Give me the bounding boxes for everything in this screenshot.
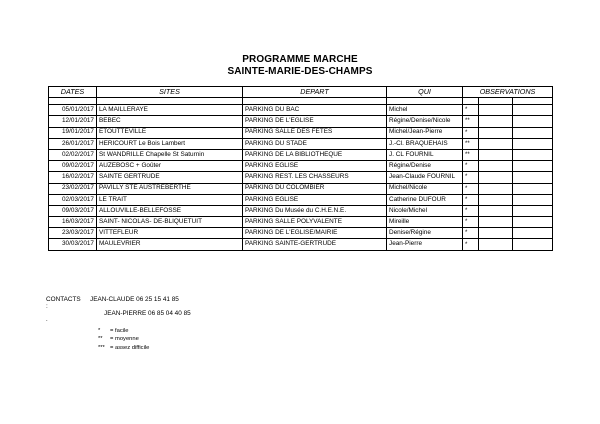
cell-obs-rating: * <box>463 239 479 250</box>
table-row <box>49 217 553 228</box>
cell-obs-blank <box>479 138 513 149</box>
cell-date: 23/03/2017 <box>49 228 97 239</box>
cell-site: LA MAILLERAYE <box>97 105 243 116</box>
cell-obs-blank <box>479 239 513 250</box>
cell-site: ETOUTTEVILLE <box>97 127 243 138</box>
table-row <box>49 205 553 216</box>
cell-date: 05/01/2017 <box>49 105 97 116</box>
cell-qui: Jean-Claude FOURNIL <box>387 172 463 183</box>
table-row <box>49 183 553 194</box>
cell-date: 16/03/2017 <box>49 217 97 228</box>
cell-depart: PARKING DU BAC <box>243 105 387 116</box>
cell-site: MAULEVRIER <box>97 239 243 250</box>
cell-obs-rating: ** <box>463 116 479 127</box>
cell-obs-blank <box>479 149 513 160</box>
table-row <box>49 228 553 239</box>
cell-obs-blank <box>479 194 513 205</box>
cell-depart: PARKING SALLE POLYVALENTE <box>243 217 387 228</box>
cell-site: VITTEFLEUR <box>97 228 243 239</box>
cell-date: 12/01/2017 <box>49 116 97 127</box>
cell-depart: PARKING DE L'EGLISE <box>243 116 387 127</box>
cell-site: PAVILLY STE AUSTREBERTHE <box>97 183 243 194</box>
cell-obs-blank <box>513 205 553 216</box>
cell-obs-rating: ** <box>463 149 479 160</box>
cell-obs-blank <box>513 138 553 149</box>
cell-depart: PARKING EGLISE <box>243 161 387 172</box>
cell-depart: PARKING SALLE DES FETES <box>243 127 387 138</box>
table-row <box>49 127 553 138</box>
table-row <box>49 105 553 116</box>
cell-site: ALLOUVILLE-BELLEFOSSE <box>97 205 243 216</box>
contacts-label: CONTACTS : <box>46 296 81 310</box>
cell-qui: J. CL FOURNIL <box>387 149 463 160</box>
cell-obs-rating: * <box>463 228 479 239</box>
document-subtitle: SAINTE-MARIE-DES-CHAMPS <box>227 66 373 77</box>
header-dates: DATES <box>49 87 97 98</box>
stray-dot: . <box>46 317 48 323</box>
difficulty-legend <box>98 327 149 352</box>
cell-obs-rating: * <box>463 172 479 183</box>
header-qui: QUI <box>387 87 463 98</box>
cell-qui: Régine/Denise <box>387 161 463 172</box>
cell-obs-blank <box>513 127 553 138</box>
cell-date: 19/01/2017 <box>49 127 97 138</box>
table-row <box>49 116 553 127</box>
cell-date: 02/02/2017 <box>49 149 97 160</box>
cell-obs-blank <box>513 149 553 160</box>
contact-jean-claude: JEAN-CLAUDE 06 25 15 41 85 <box>90 296 179 303</box>
cell-depart: PARKING DU STADE <box>243 138 387 149</box>
cell-obs-blank <box>479 116 513 127</box>
cell-qui: Michel/Jean-Pierre <box>387 127 463 138</box>
table-row <box>49 194 553 205</box>
cell-obs-blank <box>479 172 513 183</box>
table-header-row <box>49 87 553 98</box>
cell-obs-blank <box>513 116 553 127</box>
cell-date: 02/03/2017 <box>49 194 97 205</box>
cell-date: 16/02/2017 <box>49 172 97 183</box>
table-row <box>49 161 553 172</box>
cell-date: 09/03/2017 <box>49 205 97 216</box>
cell-obs-blank <box>479 161 513 172</box>
cell-date: 23/02/2017 <box>49 183 97 194</box>
spacer-row <box>49 98 553 105</box>
table-row <box>49 172 553 183</box>
cell-obs-blank <box>513 217 553 228</box>
document-title: PROGRAMME MARCHE <box>242 54 358 65</box>
cell-qui: Catherine DUFOUR <box>387 194 463 205</box>
cell-obs-blank <box>479 205 513 216</box>
cell-qui: Nicole/Michel <box>387 205 463 216</box>
cell-obs-blank <box>479 127 513 138</box>
cell-site: AUZEBOSC + Goûter <box>97 161 243 172</box>
cell-site: SAINT- NICOLAS- DE-BLIQUETUIT <box>97 217 243 228</box>
table-row <box>49 239 553 250</box>
table-row <box>49 149 553 160</box>
legend-item: ** = moyenne <box>98 336 139 343</box>
program-table <box>48 86 553 251</box>
header-observations: OBSERVATIONS <box>463 87 553 98</box>
cell-obs-rating: * <box>463 183 479 194</box>
cell-site: SAINTE GERTRUDE <box>97 172 243 183</box>
cell-depart: PARKING SAINTE-GERTRUDE <box>243 239 387 250</box>
cell-qui: Michel <box>387 105 463 116</box>
header-sites: SITES <box>97 87 243 98</box>
cell-obs-blank <box>513 194 553 205</box>
cell-qui: J.-Cl. BRAQUEHAIS <box>387 138 463 149</box>
cell-obs-rating: * <box>463 105 479 116</box>
cell-obs-blank <box>513 239 553 250</box>
cell-qui: Mireille <box>387 217 463 228</box>
cell-obs-blank <box>479 183 513 194</box>
cell-date: 09/02/2017 <box>49 161 97 172</box>
cell-qui: Michel/Nicole <box>387 183 463 194</box>
cell-obs-blank <box>479 228 513 239</box>
cell-obs-rating: * <box>463 217 479 228</box>
cell-depart: PARKING REST. LES CHASSEURS <box>243 172 387 183</box>
cell-date: 26/01/2017 <box>49 138 97 149</box>
cell-obs-blank <box>513 183 553 194</box>
cell-obs-rating: * <box>463 127 479 138</box>
cell-depart: PARKING DE L'EGLISE/MAIRIE <box>243 228 387 239</box>
cell-obs-blank <box>513 161 553 172</box>
cell-depart: PARKING Du Musée du C.H.E.N.E. <box>243 205 387 216</box>
cell-site: HERICOURT Le Bois Lambert <box>97 138 243 149</box>
cell-site: St WANDRILLE Chapelle St Saturnin <box>97 149 243 160</box>
cell-obs-blank <box>479 217 513 228</box>
contact-jean-pierre: JEAN-PIERRE 06 85 04 40 85 <box>104 310 191 317</box>
cell-obs-rating: ** <box>463 138 479 149</box>
cell-site: LE TRAIT <box>97 194 243 205</box>
cell-qui: Jean-Pierre <box>387 239 463 250</box>
cell-depart: PARKING EGLISE <box>243 194 387 205</box>
cell-obs-rating: * <box>463 161 479 172</box>
cell-site: BEBEC <box>97 116 243 127</box>
cell-qui: Denise/Régine <box>387 228 463 239</box>
legend-item: * = facile <box>98 328 129 334</box>
cell-qui: Régine/Denise/Nicole <box>387 116 463 127</box>
table-row <box>49 138 553 149</box>
cell-obs-rating: * <box>463 194 479 205</box>
cell-obs-blank <box>513 228 553 239</box>
cell-depart: PARKING DE LA BIBLIOTHEQUE <box>243 149 387 160</box>
cell-obs-blank <box>479 105 513 116</box>
header-depart: DEPART <box>243 87 387 98</box>
cell-depart: PARKING DU COLOMBIER <box>243 183 387 194</box>
cell-obs-blank <box>513 172 553 183</box>
cell-date: 30/03/2017 <box>49 239 97 250</box>
cell-obs-blank <box>513 105 553 116</box>
cell-obs-rating: * <box>463 205 479 216</box>
legend-item: *** = assez difficile <box>98 344 150 351</box>
